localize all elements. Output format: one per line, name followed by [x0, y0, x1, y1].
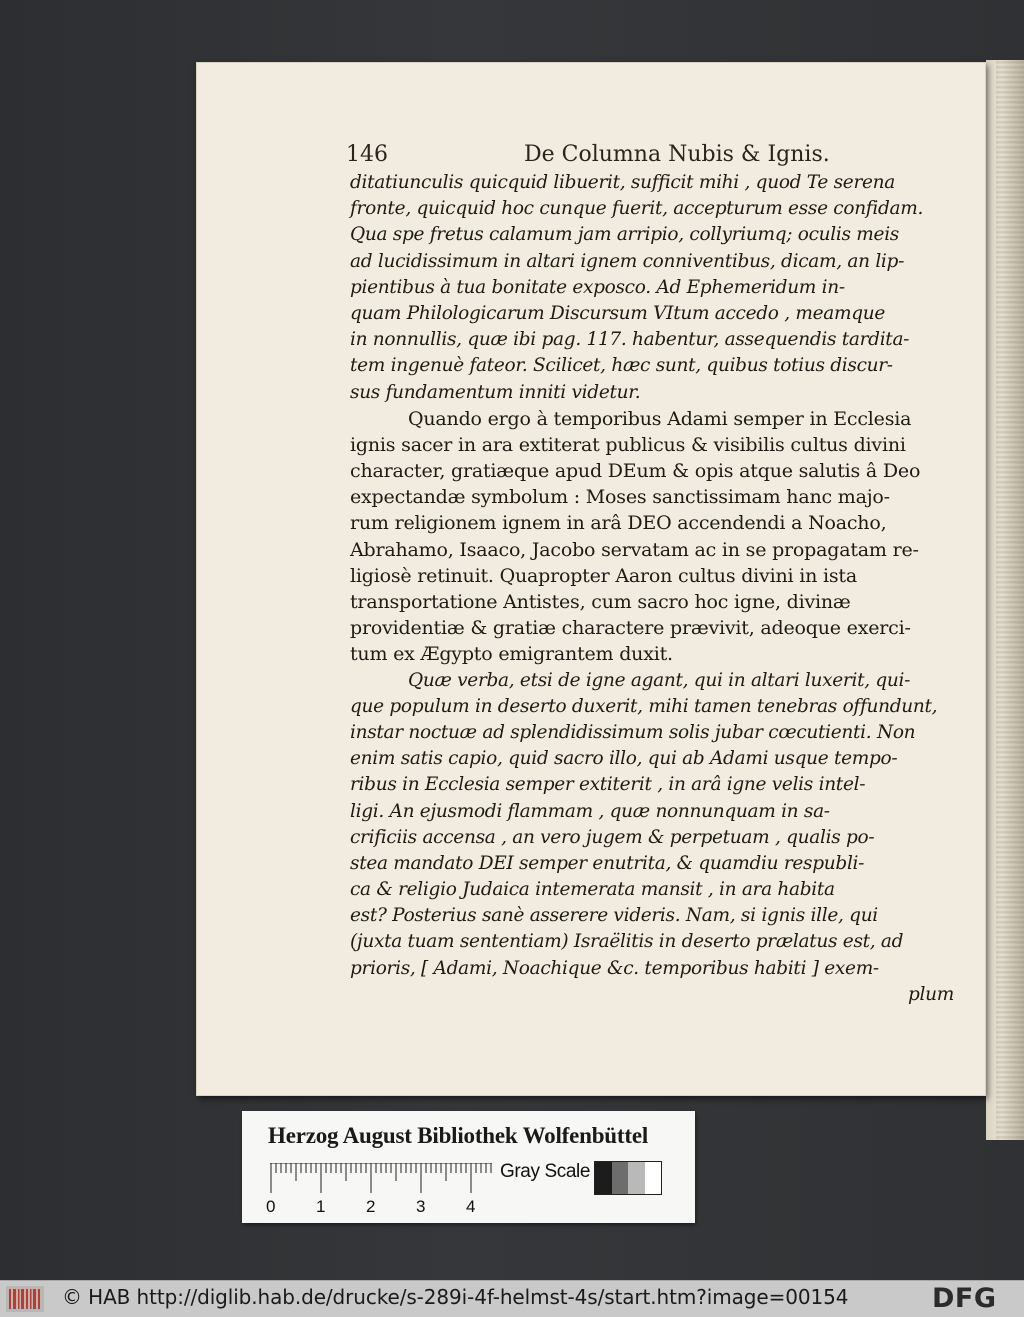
barcode-icon — [6, 1286, 44, 1312]
text-line: Abrahamo, Isaaco, Jacobo servatam ac in se propagatam re- — [350, 538, 919, 561]
text-line: sus fundamentum inniti videtur. — [350, 381, 641, 403]
grayscale-label: Gray Scale — [500, 1161, 590, 1182]
running-title: De Columna Nubis & Ignis. — [524, 142, 830, 167]
text-line: ad lucidissimum in altari ignem conniventibus, dicam, an lip- — [350, 250, 905, 272]
text-line: expectandæ symbolum : Moses sanctissimam hanc majo- — [350, 486, 890, 509]
text-line: instar noctuæ ad splendidissimum solis jubar cœcutienti. Non — [350, 721, 916, 743]
ruler-labels — [262, 1197, 502, 1217]
text-line: character, gratiæque apud DEum & opis atque salutis â Deo — [350, 460, 921, 483]
ruler-ticks — [270, 1163, 492, 1197]
text-line: plum — [907, 983, 954, 1005]
page-edge-shading — [996, 60, 1024, 1140]
text-line: Quando ergo à temporibus Adami semper in Ecclesia — [408, 407, 912, 430]
text-line: quam Philologicarum Discursum VItum accedo , meamque — [350, 302, 886, 324]
text-line: transportatione Antistes, cum sacro hoc igne, divinæ — [350, 591, 851, 613]
page-number: 146 — [346, 142, 388, 167]
text-line: que populum in deserto duxerit, mihi tamen tenebras offundunt, — [350, 695, 938, 717]
ruler-label: 3 — [416, 1197, 426, 1216]
gray-swatch — [628, 1162, 645, 1194]
text-line: crificiis accensa , an vero jugem & perpetuam , qualis po- — [350, 826, 875, 848]
text-line: tum ex Ægypto emigrantem duxit. — [350, 643, 673, 666]
gray-swatch — [612, 1162, 629, 1194]
text-line: rum religionem ignem in arâ DEO accendendi a Noacho, — [350, 512, 887, 535]
dfg-logo: DFG — [932, 1283, 997, 1314]
text-line: Qua spe fretus calamum jam arripio, collyriumq; oculis meis — [350, 224, 899, 246]
text-line: stea mandato DEI semper enutrita, & quamdiu respubli- — [350, 852, 865, 874]
ruler-label: 1 — [316, 1197, 326, 1216]
text-line: ribus in Ecclesia semper extiterit , in arâ igne velis intel- — [350, 774, 866, 796]
text-line: ditatiunculis quicquid libuerit, sufficit mihi , quod Te serena — [350, 172, 895, 193]
text-line: ligi. An ejusmodi flammam , quæ nonnunquam in sa- — [350, 800, 830, 822]
ruler-label: 0 — [266, 1197, 276, 1216]
text-line: pientibus à tua bonitate exposco. Ad Ephemeridum in- — [350, 276, 845, 298]
text-line: Quæ verba, etsi de igne agant, qui in altari luxerit, qui- — [408, 669, 911, 691]
text-line: enim satis capio, quid sacro illo, qui ab Adami usque tempo- — [350, 748, 898, 770]
text-line: ca & religio Judaica intemerata mansit , in ara habita — [350, 879, 835, 901]
measurement-ruler — [270, 1163, 492, 1197]
ruler-label: 4 — [466, 1197, 476, 1216]
text-line: (juxta tuam sententiam) Israëlitis in deserto prælatus est, ad — [350, 931, 904, 953]
text-line: fronte, quicquid hoc cunque fuerit, accepturum esse confidam. — [350, 198, 924, 220]
text-line: est? Posterius sanè asserere videris. Nam, si ignis ille, qui — [350, 905, 878, 927]
gray-swatch — [645, 1162, 662, 1194]
text-line: providentiæ & gratiæ charactere prævivit, adeoque exerci- — [350, 617, 911, 640]
source-url-text: © HAB http://diglib.hab.de/drucke/s-289i-4f-helmst-4s/start.htm?image=00154 — [62, 1285, 849, 1309]
gray-swatch — [595, 1162, 612, 1194]
text-line: ignis sacer in ara extiterat publicus & visibilis cultus divini — [350, 433, 906, 456]
text-line: prioris, [ Adami, Noachique &c. temporibus habiti ] exem- — [350, 957, 879, 979]
page-text-block — [350, 170, 960, 1008]
ruler-label: 2 — [366, 1197, 376, 1216]
text-line: tem ingenuè fateor. Scilicet, hæc sunt, quibus totius discur- — [350, 355, 893, 377]
grayscale-swatches — [594, 1161, 662, 1195]
text-line: ligiosè retinuit. Quapropter Aaron cultus divini in ista — [350, 564, 857, 587]
color-scale-card — [242, 1111, 695, 1223]
library-name: Herzog August Bibliothek Wolfenbüttel — [268, 1123, 649, 1148]
text-line: in nonnullis, quæ ibi pag. 117. habentur, assequendis tardita- — [350, 329, 910, 351]
footer-bar — [0, 1280, 1024, 1317]
